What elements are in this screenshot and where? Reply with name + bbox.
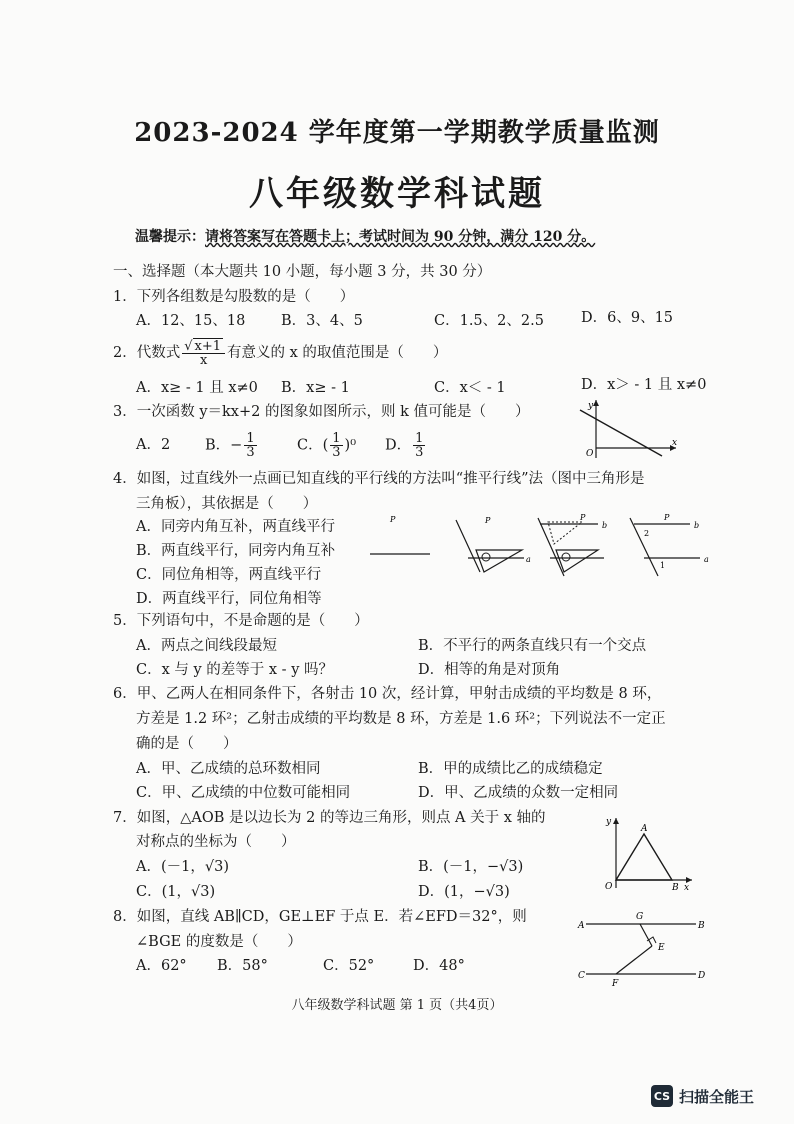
q2-numerator: x+1 bbox=[194, 338, 222, 354]
q3-option-d: D． $\frac{1}{3}$ bbox=[385, 431, 424, 460]
q4-option-b: B．两直线平行，同旁内角互补 bbox=[136, 543, 336, 559]
q7-triangle bbox=[616, 834, 672, 880]
q2-fraction: $\frac{√ x+1}{x}$ bbox=[182, 340, 225, 367]
q7-line2: 对称点的坐标为（ ） bbox=[136, 834, 296, 850]
q8-label-f: F bbox=[612, 979, 619, 989]
exam-tip bbox=[135, 226, 595, 246]
q4-panel4-angle1: 1 bbox=[660, 561, 666, 570]
q1-option-d: D．6、9、15 bbox=[581, 310, 674, 326]
q8-line1: 8．如图，直线 AB∥CD，GE⊥EF 于点 E．若∠EFD＝32°，则 bbox=[113, 909, 527, 925]
q5-option-a: A．两点之间线段最短 bbox=[136, 638, 277, 654]
q1-option-a: A．12、15、18 bbox=[136, 313, 246, 329]
q3-y-label: y bbox=[588, 401, 594, 411]
q2-option-a: A．x≥ - 1 且 x≠0 bbox=[136, 380, 258, 396]
q1-option-c: C．1.5、2、2.5 bbox=[434, 313, 544, 329]
q4-figure bbox=[368, 510, 713, 582]
q4-panel2-a: a bbox=[526, 555, 531, 564]
q4-panel3-triangle-dashed bbox=[548, 522, 582, 544]
q5-option-d: D．相等的角是对顶角 bbox=[418, 662, 561, 678]
exam-title: 2023-2024 学年度第一学期教学质量监测 bbox=[134, 118, 660, 148]
tip-text: 请将答案写在答题卡上；考试时间为 90 分钟，满分 120 分。 bbox=[205, 229, 596, 245]
q5-option-b: B．不平行的两条直线只有一个交点 bbox=[418, 638, 647, 654]
q4-panel2-ruler bbox=[456, 520, 480, 572]
q8-segment-ef bbox=[616, 946, 652, 974]
q2-pre: 2．代数式 bbox=[113, 345, 181, 361]
q7-y-arrow bbox=[613, 818, 619, 824]
q4-panel3-b: b bbox=[602, 521, 608, 530]
q3-y-arrow bbox=[593, 400, 599, 406]
q4-line1: 4．如图，过直线外一点画已知直线的平行线的方法叫“推平行线”法（图中三角形是 bbox=[113, 471, 645, 487]
q8-label-a: A bbox=[578, 921, 585, 931]
q2-option-c: C．x＜ - 1 bbox=[434, 380, 506, 396]
q8-figure bbox=[574, 906, 710, 990]
page-footer: 八年级数学科试题 第 1 页（共4页） bbox=[291, 998, 503, 1013]
scanner-watermark-text: 扫描全能王 bbox=[679, 1087, 755, 1106]
q1-stem: 1．下列各组数是勾股数的是（ ） bbox=[113, 289, 355, 305]
q4-panel2-hole bbox=[482, 553, 490, 561]
q4-panel3-hole bbox=[562, 553, 570, 561]
q4-option-d: D．两直线平行，同位角相等 bbox=[136, 591, 322, 607]
q8-label-g: G bbox=[636, 912, 644, 922]
q4-panel4-ruler bbox=[630, 518, 658, 576]
q4-panel2-triangle bbox=[476, 550, 522, 572]
q4-panel4-b: b bbox=[694, 521, 700, 530]
q3-origin-label: O bbox=[586, 449, 594, 458]
q3-option-a: A．2 bbox=[136, 437, 171, 453]
q8-option-a: A．62° bbox=[136, 958, 187, 974]
q7-option-a: A．(－1，√3) bbox=[136, 859, 229, 875]
q8-label-d: D bbox=[698, 971, 706, 981]
section-heading: 一、选择题（本大题共 10 小题，每小题 3 分，共 30 分） bbox=[113, 264, 492, 280]
q4-line2: 三角板），其依据是（ ） bbox=[136, 496, 318, 512]
q8-label-e: E bbox=[658, 943, 665, 953]
q3-figure bbox=[576, 396, 680, 458]
q6-option-c: C．甲、乙成绩的中位数可能相同 bbox=[136, 785, 351, 801]
q6-line2: 方差是 1.2 环²；乙射击成绩的平均数是 8 环，方差是 1.6 环²；下列说法不一定正 bbox=[136, 711, 666, 727]
q3-option-c: C．( $\frac{1}{3}$ )⁰ bbox=[297, 431, 357, 460]
q8-option-d: D．48° bbox=[413, 958, 465, 974]
q7-x-label: x bbox=[684, 883, 690, 892]
q5-option-c: C．x 与 y 的差等于 x - y 吗？ bbox=[136, 662, 333, 678]
q7-option-d: D．(1，−√3) bbox=[418, 884, 510, 900]
q5-stem: 5．下列语句中，不是命题的是（ ） bbox=[113, 613, 369, 629]
q6-line1: 6．甲、乙两人在相同条件下，各射击 10 次，经计算，甲射击成绩的平均数是 8 环， bbox=[113, 686, 662, 702]
q4-panel1-p: P bbox=[390, 515, 396, 524]
q8-segment-ge bbox=[640, 924, 652, 946]
exam-subtitle: 八年级数学科试题 bbox=[249, 174, 545, 214]
q8-option-b: B．58° bbox=[217, 958, 268, 974]
q3-stem: 3．一次函数 y＝kx+2 的图象如图所示，则 k 值可能是（ ） bbox=[113, 404, 530, 420]
q4-panel3-p: P bbox=[580, 513, 586, 522]
q6-option-b: B．甲的成绩比乙的成绩稳定 bbox=[418, 761, 603, 777]
q6-option-a: A．甲、乙成绩的总环数相同 bbox=[136, 761, 321, 777]
q4-panel4-angle2: 2 bbox=[644, 529, 650, 538]
camscanner-logo-icon: CS bbox=[651, 1085, 673, 1107]
q4-panel3-ruler bbox=[538, 518, 564, 576]
q4-panel4-p: P bbox=[664, 513, 670, 522]
q4-panel4-a: a bbox=[704, 555, 709, 564]
q2-option-b: B．x≥ - 1 bbox=[281, 380, 350, 396]
q2-post: 有意义的 x 的取值范围是（ ） bbox=[227, 345, 448, 361]
q6-option-d: D．甲、乙成绩的众数一定相同 bbox=[418, 785, 619, 801]
q7-origin: O bbox=[605, 882, 613, 892]
q7-point-a: A bbox=[641, 824, 648, 834]
q4-option-c: C．同位角相等，两直线平行 bbox=[136, 567, 322, 583]
q7-y-label: y bbox=[606, 817, 612, 827]
q2-stem bbox=[113, 338, 447, 368]
q4-panel3-triangle bbox=[556, 550, 598, 572]
q8-line2: ∠BGE 的度数是（ ） bbox=[136, 934, 302, 950]
q8-label-b: B bbox=[698, 921, 705, 931]
q7-line1: 7．如图，△AOB 是以边长为 2 的等边三角形，则点 A 关于 x 轴的 bbox=[113, 810, 546, 826]
scanner-watermark bbox=[651, 1085, 754, 1107]
q8-label-c: C bbox=[578, 971, 585, 981]
q6-line3: 确的是（ ） bbox=[136, 736, 238, 752]
q7-point-b: B bbox=[672, 883, 679, 892]
q3-x-label: x bbox=[672, 438, 678, 448]
q4-panel2-p: P bbox=[485, 516, 491, 525]
q2-option-d: D．x＞ - 1 且 x≠0 bbox=[581, 377, 707, 393]
q8-option-c: C．52° bbox=[323, 958, 375, 974]
q1-option-b: B．3、4、5 bbox=[281, 313, 363, 329]
q7-option-c: C．(1，√3) bbox=[136, 884, 216, 900]
q2-denominator: x bbox=[199, 352, 208, 368]
q3-option-b: B．− $\frac{1}{3}$ bbox=[205, 431, 255, 460]
q7-figure bbox=[594, 812, 698, 892]
q8-right-angle-mark bbox=[647, 937, 656, 943]
tip-label: 温馨提示： bbox=[135, 229, 205, 245]
q7-option-b: B．(－1，−√3) bbox=[418, 859, 524, 875]
q4-option-a: A．同旁内角互补，两直线平行 bbox=[136, 519, 335, 535]
